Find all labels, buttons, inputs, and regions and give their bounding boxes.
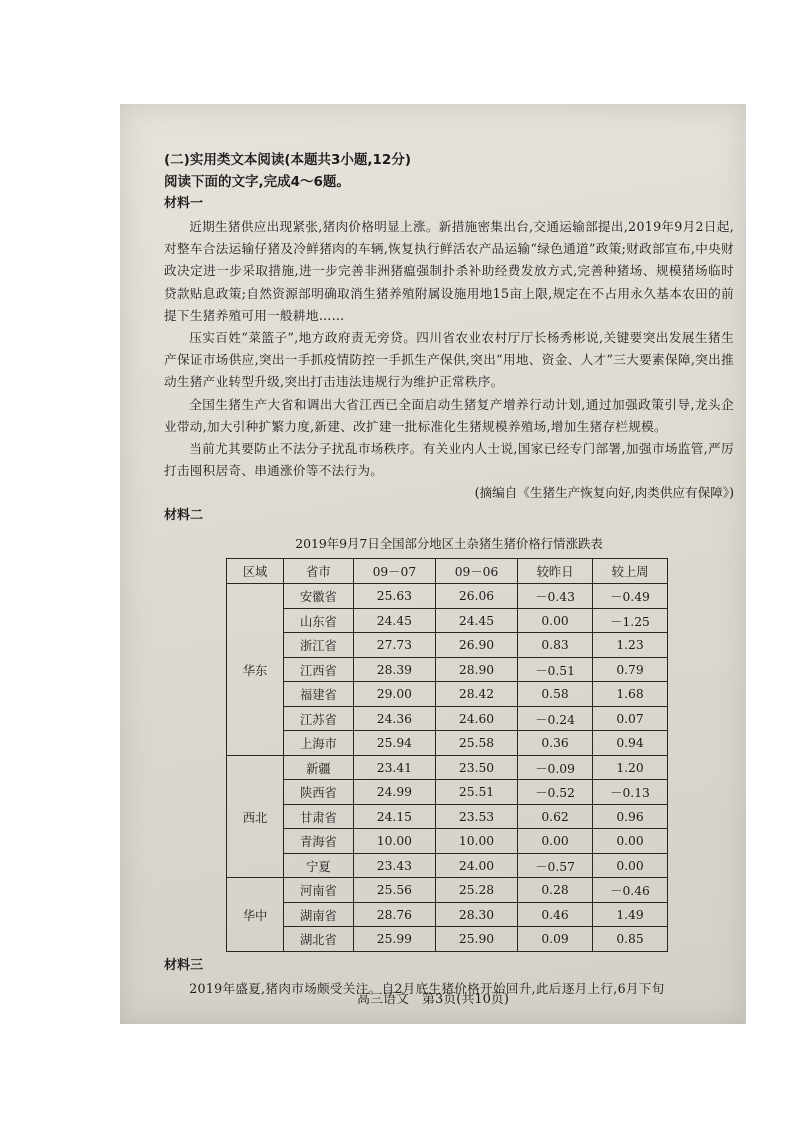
cell-0906: 25.28	[435, 878, 517, 903]
material3-label: 材料三	[164, 957, 204, 973]
cell-0907: 29.00	[353, 682, 435, 707]
cell-0907: 23.43	[353, 853, 435, 878]
cell-vs-last-week: 0.79	[593, 657, 668, 682]
scanned-page-photo	[120, 104, 746, 1024]
cell-0907: 28.39	[353, 657, 435, 682]
cell-province: 安徽省	[284, 584, 354, 609]
cell-0907: 23.41	[353, 755, 435, 780]
cell-vs-last-week: 0.94	[593, 731, 668, 756]
cell-province: 青海省	[284, 829, 354, 854]
cell-vs-last-week: 1.23	[593, 633, 668, 658]
cell-vs-last-week: 0.07	[593, 706, 668, 731]
cell-province: 新疆	[284, 755, 354, 780]
material1-paragraph: 压实百姓“菜篮子”,地方政府责无旁贷。四川省农业农村厅厅长杨秀彬说,关键要突出发展生猪生产保证市场供应,突出一手抓疫情防控一手抓生产保供,突出“用地、资金、人才”三大要素保障,突出推动生猪产业转型升级,突出打击违法违规行为维护正常秩序。	[164, 330, 734, 390]
cell-province: 陕西省	[284, 780, 354, 805]
table-row	[227, 853, 668, 878]
cell-vs-yesterday: －0.43	[518, 584, 593, 609]
cell-0906: 28.90	[435, 657, 517, 682]
cell-0906: 24.45	[435, 608, 517, 633]
header-0906: 09－06	[435, 559, 517, 584]
cell-0907: 28.76	[353, 902, 435, 927]
cell-0906: 25.51	[435, 780, 517, 805]
table-row	[227, 829, 668, 854]
region-cell: 西北	[227, 755, 284, 878]
section-heading: (二)实用类文本阅读(本题共3小题,12分)	[164, 152, 411, 168]
cell-0906: 28.30	[435, 902, 517, 927]
cell-0906: 23.53	[435, 804, 517, 829]
table-row	[227, 731, 668, 756]
cell-vs-last-week: 0.00	[593, 829, 668, 854]
cell-vs-yesterday: －0.09	[518, 755, 593, 780]
material2-label: 材料二	[164, 508, 204, 524]
cell-province: 湖北省	[284, 927, 354, 952]
table-row	[227, 780, 668, 805]
exam-page	[164, 144, 734, 1000]
cell-vs-last-week: 0.96	[593, 804, 668, 829]
cell-0907: 25.63	[353, 584, 435, 609]
table-row	[227, 633, 668, 658]
cell-province: 河南省	[284, 878, 354, 903]
material1-label: 材料一	[164, 196, 204, 211]
header-vs-last-week: 较上周	[593, 559, 668, 584]
cell-0907: 25.94	[353, 731, 435, 756]
cell-vs-last-week: 1.68	[593, 682, 668, 707]
cell-province: 江苏省	[284, 706, 354, 731]
cell-vs-last-week: －0.46	[593, 878, 668, 903]
table-row	[227, 706, 668, 731]
cell-vs-last-week: 0.00	[593, 853, 668, 878]
cell-vs-yesterday: 0.36	[518, 731, 593, 756]
cell-0906: 24.00	[435, 853, 517, 878]
cell-0907: 24.45	[353, 608, 435, 633]
table-header-row	[227, 559, 668, 584]
table-row	[227, 878, 668, 903]
cell-vs-last-week: 1.49	[593, 902, 668, 927]
cell-0907: 10.00	[353, 829, 435, 854]
table-title: 2019年9月7日全国部分地区土杂猪生猪价格行情涨跌表	[295, 536, 603, 552]
header-vs-yesterday: 较昨日	[518, 559, 593, 584]
cell-0906: 25.90	[435, 927, 517, 952]
cell-province: 福建省	[284, 682, 354, 707]
cell-0906: 28.42	[435, 682, 517, 707]
cell-vs-yesterday: －0.57	[518, 853, 593, 878]
cell-province: 江西省	[284, 657, 354, 682]
material1-paragraph: 当前尤其要防止不法分子扰乱市场秩序。有关业内人士说,国家已经专门部署,加强市场监管,严厉打击囤积居奇、串通涨价等不法行为。	[164, 441, 734, 479]
cell-vs-last-week: －0.13	[593, 780, 668, 805]
cell-0907: 25.56	[353, 878, 435, 903]
cell-0906: 25.58	[435, 731, 517, 756]
cell-vs-yesterday: 0.58	[518, 682, 593, 707]
cell-0906: 10.00	[435, 829, 517, 854]
cell-vs-yesterday: 0.83	[518, 633, 593, 658]
cell-0907: 24.99	[353, 780, 435, 805]
header-0907: 09－07	[353, 559, 435, 584]
table-row	[227, 657, 668, 682]
table-row	[227, 682, 668, 707]
cell-0906: 24.60	[435, 706, 517, 731]
table-row	[227, 755, 668, 780]
cell-vs-last-week: 1.20	[593, 755, 668, 780]
cell-province: 湖南省	[284, 902, 354, 927]
cell-vs-yesterday: 0.09	[518, 927, 593, 952]
cell-province: 山东省	[284, 608, 354, 633]
header-region: 区域	[227, 559, 284, 584]
cell-vs-yesterday: －0.52	[518, 780, 593, 805]
table-body	[227, 584, 668, 952]
region-cell: 华中	[227, 878, 284, 952]
table-row	[227, 608, 668, 633]
material1-source: (摘编自《生猪生产恢复向好,肉类供应有保障》)	[474, 485, 734, 501]
material1-paragraph: 全国生猪生产大省和调出大省江西已全面启动生猪复产增养行动计划,通过加强政策引导,龙头企业带动,加大引种扩繁力度,新建、改扩建一批标准化生猪规模养殖场,增加生猪存栏规模。	[164, 396, 734, 434]
cell-vs-last-week: －0.49	[593, 584, 668, 609]
cell-province: 上海市	[284, 731, 354, 756]
cell-vs-yesterday: 0.00	[518, 608, 593, 633]
cell-vs-last-week: 0.85	[593, 927, 668, 952]
cell-province: 宁夏	[284, 853, 354, 878]
table-row	[227, 584, 668, 609]
cell-vs-yesterday: －0.24	[518, 706, 593, 731]
table-row	[227, 804, 668, 829]
cell-vs-last-week: －1.25	[593, 608, 668, 633]
cell-vs-yesterday: 0.62	[518, 804, 593, 829]
cell-0907: 24.36	[353, 706, 435, 731]
instruction: 阅读下面的文字,完成4～6题。	[164, 174, 350, 190]
cell-vs-yesterday: 0.28	[518, 878, 593, 903]
page-footer: 高三语文 第3页(共10页)	[357, 992, 509, 1007]
header-province: 省市	[284, 559, 354, 584]
table-row	[227, 927, 668, 952]
cell-vs-yesterday: －0.51	[518, 657, 593, 682]
cell-0906: 26.06	[435, 584, 517, 609]
cell-province: 甘肃省	[284, 804, 354, 829]
cell-vs-yesterday: 0.00	[518, 829, 593, 854]
table-row	[227, 902, 668, 927]
material1-paragraph: 近期生猪供应出现紧张,猪肉价格明显上涨。新措施密集出台,交通运输部提出,2019年9月2日起,对整车合法运输仔猪及冷鲜猪肉的车辆,恢复执行鲜活农产品运输“绿色通道”政策;财政部宣布,中央财政决定进一步采取措施,进一步完善非洲猪瘟强制扑杀补助经费发放方式,完善种猪场、规模猪场临时贷款贴息政策;自然资源部明确取消生猪养殖附属设施用地15亩上限,规定在不占用永久基本农田的前提下生猪养殖可用一般耕地……	[164, 219, 734, 323]
cell-0907: 24.15	[353, 804, 435, 829]
cell-0906: 23.50	[435, 755, 517, 780]
cell-province: 浙江省	[284, 633, 354, 658]
cell-vs-yesterday: 0.46	[518, 902, 593, 927]
cell-0907: 27.73	[353, 633, 435, 658]
material3-paragraph: 2019年盛夏,猪肉市场颇受关注。自2月底生猪价格开始回升,此后逐月上行,6月下旬	[189, 980, 665, 996]
price-table	[226, 558, 668, 952]
cell-0907: 25.99	[353, 927, 435, 952]
cell-0906: 26.90	[435, 633, 517, 658]
region-cell: 华东	[227, 584, 284, 756]
